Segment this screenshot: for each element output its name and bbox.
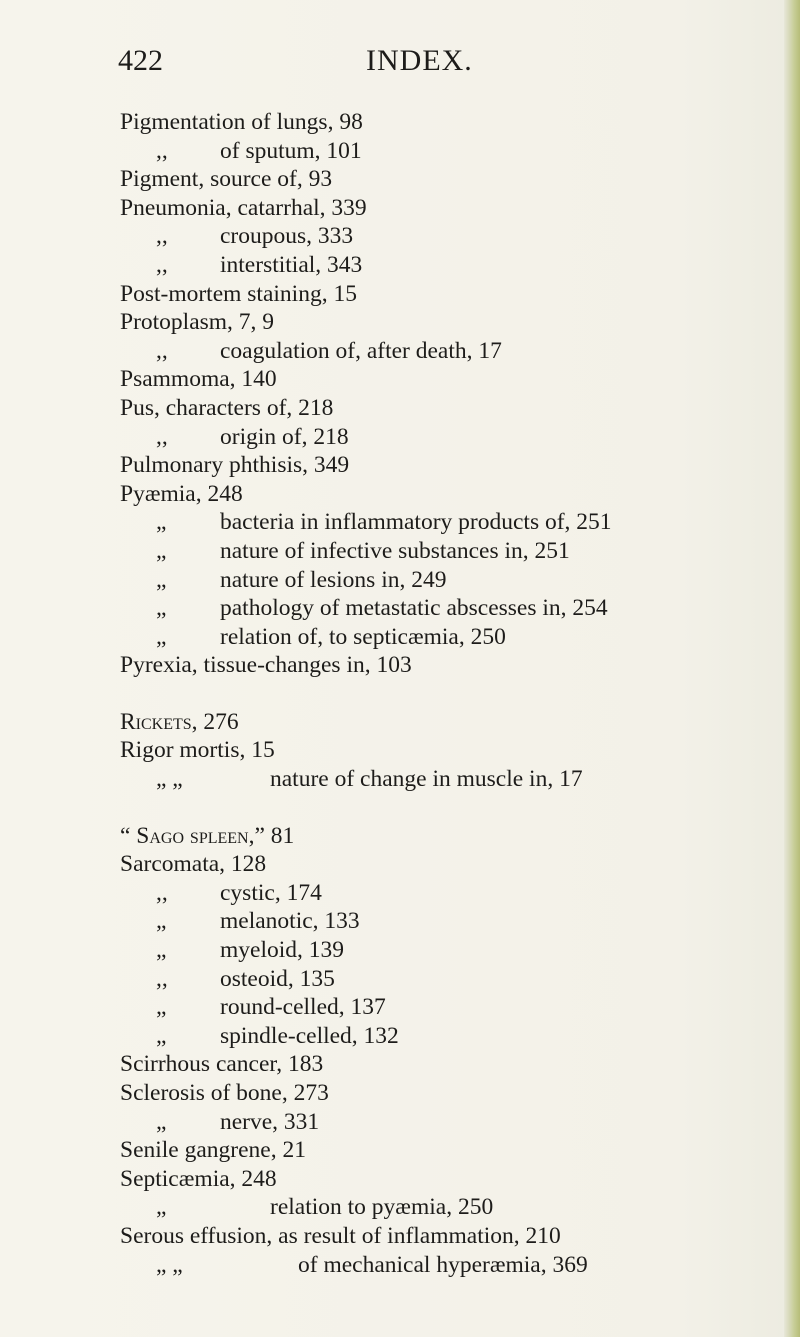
entry-text: interstitial, 343 (220, 251, 363, 278)
index-subentry (120, 936, 780, 965)
ditto-mark: „ (156, 937, 167, 964)
ditto-mark: „ (156, 566, 167, 593)
entry-text: pathology of metastatic abscesses in, 254 (220, 595, 608, 622)
index-entry (120, 451, 780, 480)
index-entry (120, 1079, 780, 1108)
index-entry (120, 850, 780, 879)
index-subentry (120, 1108, 780, 1137)
entry-text: Sarcomata, 128 (120, 851, 267, 878)
entry-text: Rigor mortis, 15 (120, 737, 275, 764)
index-entry (120, 308, 780, 337)
index-entry (120, 365, 780, 394)
entry-text: of sputum, 101 (220, 137, 362, 164)
entry-text: Senile gangrene, 21 (120, 1137, 306, 1164)
entry-text: spindle-celled, 132 (220, 1022, 399, 1049)
entry-text: Scirrhous cancer, 183 (120, 1051, 324, 1078)
section-gap (120, 794, 780, 822)
index-entry (120, 708, 780, 737)
ditto-mark: „ (156, 537, 167, 564)
ditto-mark: „ (156, 994, 167, 1021)
entry-text: Protoplasm, 7, 9 (120, 309, 275, 336)
entry-text: osteoid, 135 (220, 965, 335, 992)
index-entry (120, 651, 780, 680)
ditto-mark: ,, (156, 337, 168, 364)
ditto-mark: „ „ (156, 1251, 183, 1278)
ditto-mark: „ (156, 595, 167, 622)
index-entry (120, 736, 780, 765)
index-subentry (120, 965, 780, 994)
index-subentry (120, 765, 780, 794)
entry-text: nature of infective substances in, 251 (220, 537, 570, 564)
entry-text: nature of lesions in, 249 (220, 566, 447, 593)
index-subentry (120, 879, 780, 908)
entry-text: coagulation of, after death, 17 (220, 337, 502, 364)
ditto-mark: „ (156, 908, 167, 935)
page-header (118, 44, 678, 84)
entry-text: myeloid, 139 (220, 937, 345, 964)
entry-text: Post-mortem staining, 15 (120, 280, 357, 307)
entry-text: cystic, 174 (220, 879, 322, 906)
index-subentry (120, 537, 780, 566)
index-entry (120, 108, 780, 137)
index-subentry (120, 423, 780, 452)
entry-text: Pyrexia, tissue-changes in, 103 (120, 652, 412, 679)
index-subentry (120, 1251, 780, 1280)
entry-text: of mechanical hyperæmia, 369 (298, 1251, 588, 1278)
entry-text: Pigment, source of, 93 (120, 166, 333, 193)
running-head: INDEX. (366, 44, 473, 77)
index-entry (120, 1050, 780, 1079)
entry-text: Septicæmia, 248 (120, 1165, 277, 1192)
index-entry (120, 822, 780, 851)
entry-text: nature of change in muscle in, 17 (270, 766, 583, 793)
page-number: 422 (118, 44, 163, 77)
index-subentry (120, 623, 780, 652)
ditto-mark: „ (156, 1194, 167, 1221)
index-entry (120, 280, 780, 309)
ditto-mark: „ (156, 509, 167, 536)
ditto-mark: ,, (156, 965, 168, 992)
index-subentry (120, 137, 780, 166)
ditto-mark: „ (156, 1108, 167, 1135)
index-entry (120, 165, 780, 194)
index-subentry (120, 907, 780, 936)
entry-text: “ Sago spleen,” 81 (120, 822, 295, 849)
index-subentry (120, 337, 780, 366)
index-entry (120, 394, 780, 423)
entry-text: croupous, 333 (220, 223, 354, 250)
entry-text: Pneumonia, catarrhal, 339 (120, 194, 367, 221)
section-gap (120, 680, 780, 708)
index-subentry (120, 251, 780, 280)
index-subentry (120, 1022, 780, 1051)
ditto-mark: ,, (156, 137, 168, 164)
entry-text: relation to pyæmia, 250 (270, 1194, 494, 1221)
index-entries (120, 108, 780, 1279)
ditto-mark: ,, (156, 223, 168, 250)
index-entry (120, 1165, 780, 1194)
entry-text: Pus, characters of, 218 (120, 394, 334, 421)
index-subentry (120, 1193, 780, 1222)
entry-text: Sclerosis of bone, 273 (120, 1080, 329, 1106)
index-entry (120, 480, 780, 509)
index-entry (120, 1222, 780, 1251)
ditto-mark: „ (156, 623, 167, 650)
index-subentry (120, 594, 780, 623)
index-subentry (120, 222, 780, 251)
ditto-mark: „ „ (156, 766, 183, 793)
entry-text: Pyæmia, 248 (120, 480, 243, 507)
entry-text: bacteria in inflammatory products of, 251 (220, 509, 612, 536)
entry-text: Rickets, 276 (120, 708, 239, 735)
ditto-mark: ,, (156, 251, 168, 278)
entry-text: nerve, 331 (220, 1108, 320, 1135)
index-entry (120, 1136, 780, 1165)
ditto-mark: ,, (156, 879, 168, 906)
index-subentry (120, 993, 780, 1022)
entry-text: melanotic, 133 (220, 908, 360, 935)
index-subentry (120, 566, 780, 595)
entry-text: Psammoma, 140 (120, 366, 277, 393)
entry-text: Pigmentation of lungs, 98 (120, 109, 363, 135)
ditto-mark: ,, (156, 423, 168, 450)
page-edge (784, 0, 800, 1337)
index-subentry (120, 508, 780, 537)
entry-text: round-celled, 137 (220, 994, 386, 1021)
entry-text: origin of, 218 (220, 423, 349, 450)
entry-text: relation of, to septicæmia, 250 (220, 623, 506, 650)
ditto-mark: „ (156, 1022, 167, 1049)
entry-text: Pulmonary phthisis, 349 (120, 452, 350, 479)
entry-text: Serous effusion, as result of inflammation, 210 (120, 1222, 561, 1249)
index-entry (120, 194, 780, 223)
